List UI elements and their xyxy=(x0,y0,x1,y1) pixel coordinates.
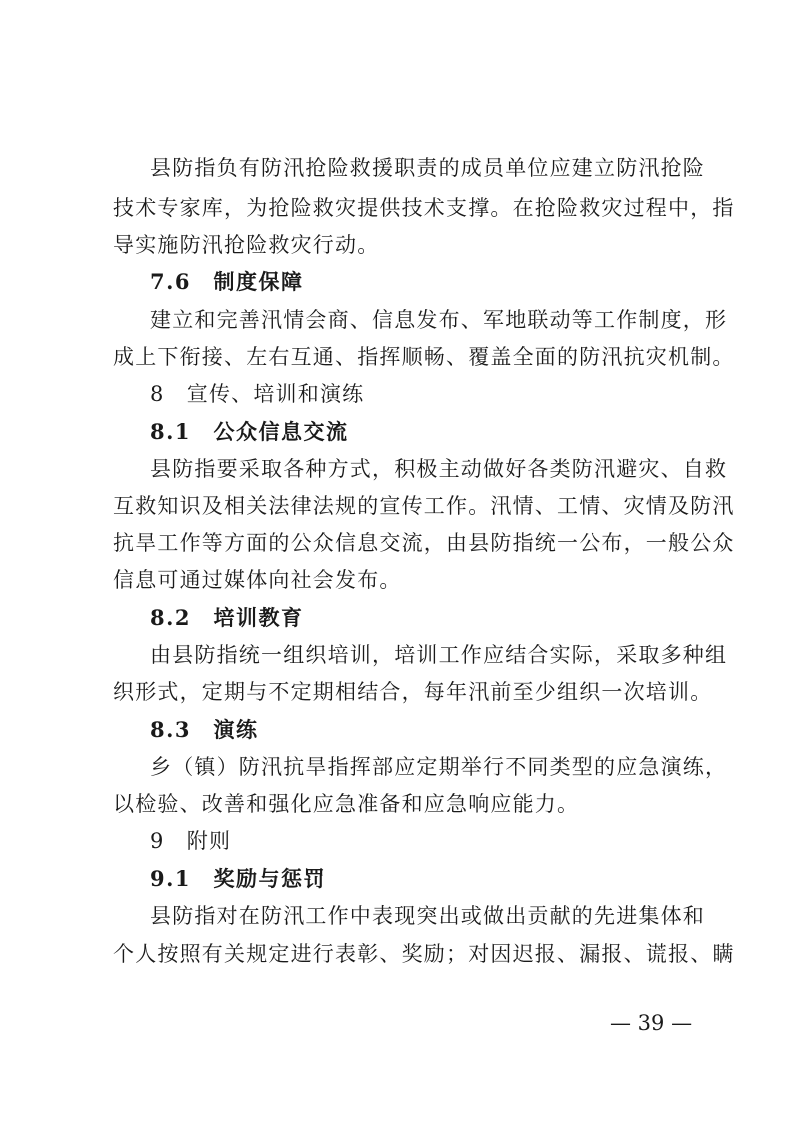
paragraph-line: 技术专家库，为抢险救灾提供技术支撑。在抢险救灾过程中，指 xyxy=(113,196,735,220)
paragraph-line: 乡（镇）防汛抗旱指挥部应定期举行不同类型的应急演练， xyxy=(150,755,728,779)
section-heading-9-1: 9.1 奖励与惩罚 xyxy=(150,866,327,891)
paragraph-line: 县防指要采取各种方式，积极主动做好各类防汛避灾、自救 xyxy=(150,457,728,481)
section-heading-8-1: 8.1 公众信息交流 xyxy=(150,419,349,444)
paragraph-line: 织形式，定期与不定期相结合，每年汛前至少组织一次培训。 xyxy=(113,680,713,704)
paragraph-line: 建立和完善汛情会商、信息发布、军地联动等工作制度，形 xyxy=(150,308,728,332)
paragraph-line: 成上下衔接、左右互通、指挥顺畅、覆盖全面的防汛抗灾机制。 xyxy=(113,345,735,369)
section-heading-8: 8 宣传、培训和演练 xyxy=(150,382,365,406)
page-number: — 39 — xyxy=(610,1011,693,1035)
paragraph-line: 县防指对在防汛工作中表现突出或做出贡献的先进集体和 xyxy=(150,904,705,928)
paragraph-line: 信息可通过媒体向社会发布。 xyxy=(113,568,402,592)
paragraph-line: 个人按照有关规定进行表彰、奖励；对因迟报、漏报、谎报、瞒 xyxy=(113,942,735,966)
paragraph-line: 互救知识及相关法律法规的宣传工作。汛情、工情、灾情及防汛 xyxy=(113,494,735,518)
section-heading-8-2: 8.2 培训教育 xyxy=(150,605,304,630)
section-heading-8-3: 8.3 演练 xyxy=(150,717,259,742)
section-heading-7-6: 7.6 制度保障 xyxy=(150,269,304,294)
paragraph-line: 导实施防汛抢险救灾行动。 xyxy=(113,233,380,257)
paragraph-line: 由县防指统一组织培训，培训工作应结合实际，采取多种组 xyxy=(150,643,728,667)
paragraph-line: 抗旱工作等方面的公众信息交流，由县防指统一公布，一般公众 xyxy=(113,531,735,555)
paragraph-line: 县防指负有防汛抢险救援职责的成员单位应建立防汛抢险 xyxy=(150,156,705,180)
section-heading-9: 9 附则 xyxy=(150,829,232,853)
paragraph-line: 以检验、改善和强化应急准备和应急响应能力。 xyxy=(113,792,580,816)
